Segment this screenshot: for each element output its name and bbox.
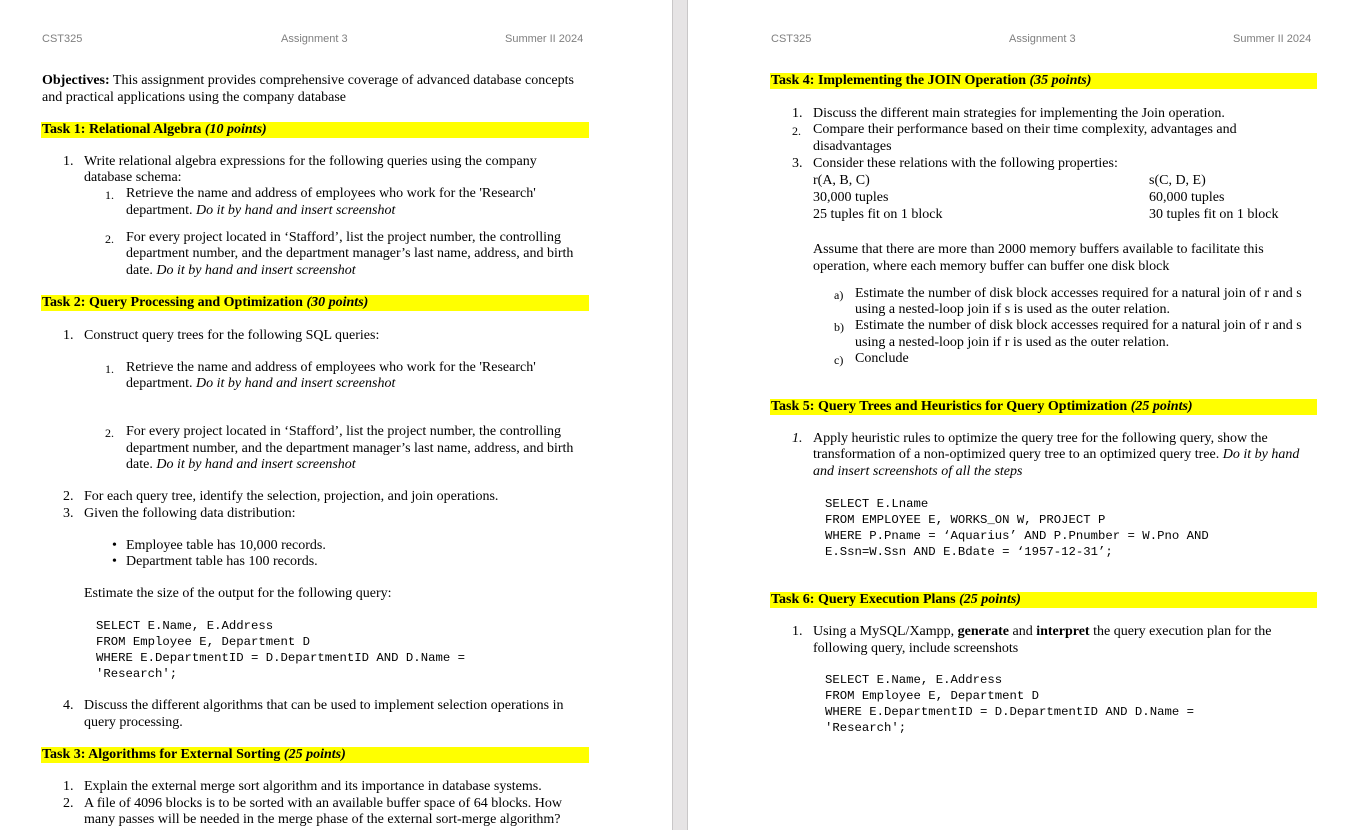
document-page-1	[0, 0, 672, 830]
task3-item2-line1[interactable]: A file of 4096 blocks is to be sorted with an available buffer space of 64 blocks. How	[84, 796, 562, 811]
task3-item2-line2[interactable]: many passes will be needed in the merge phase of the external sort-merge algorithm?	[84, 812, 561, 827]
text: and	[1008, 624, 1037, 639]
task2-estimate-text[interactable]: Estimate the size of the output for the following query:	[84, 586, 392, 601]
sql-code-line[interactable]: SELECT E.Lname	[825, 497, 929, 511]
list-number: 1.	[63, 779, 74, 794]
task4-heading	[770, 73, 1317, 89]
text: the query execution plan for the	[1089, 624, 1272, 639]
list-number: 2.	[792, 124, 801, 138]
header-course: CST325	[42, 33, 83, 45]
task2-sub2-line1[interactable]: For every project located in ‘Stafford’, list the project number, the controlling	[126, 424, 561, 439]
list-number: 4.	[63, 698, 74, 713]
sql-code-line[interactable]: FROM EMPLOYEE E, WORKS_ON W, PROJECT P	[825, 513, 1106, 527]
task3-points: (25 points)	[283, 747, 346, 762]
list-number: 1.	[792, 431, 803, 446]
header-title: Assignment 3	[1009, 33, 1076, 45]
bullet-item[interactable]: Department table has 100 records.	[126, 554, 318, 569]
text: date.	[126, 457, 157, 472]
task4-item1-line1[interactable]: Discuss the different main strategies for implementing the Join operation.	[813, 106, 1225, 121]
sql-code-line[interactable]: E.Ssn=W.Ssn AND E.Bdate = ‘1957-12-31’;	[825, 545, 1113, 559]
list-number: 1.	[63, 154, 74, 169]
list-number: 2.	[63, 796, 74, 811]
task2-sub2-line2[interactable]: department number, and the department manager’s last name, address, and birth	[126, 441, 574, 456]
task5-heading	[770, 399, 1317, 415]
task6-points: (25 points)	[959, 592, 1021, 607]
list-number: 2.	[63, 489, 74, 504]
relation-r-tuples[interactable]: 30,000 tuples	[813, 190, 889, 205]
task1-item1-line2[interactable]: database schema:	[84, 170, 182, 185]
task4-item2-line1[interactable]: Compare their performance based on their time complexity, advantages and	[813, 122, 1237, 137]
sql-code-line[interactable]: WHERE E.DepartmentID = D.DepartmentID AND D.Name =	[96, 651, 465, 665]
relation-s-schema[interactable]: s(C, D, E)	[1149, 173, 1206, 188]
task5-item1-line2[interactable]	[813, 447, 1299, 463]
text: transformation of a non-optimized query tree to an optimized query tree.	[813, 447, 1223, 462]
bold-text: interpret	[1036, 624, 1090, 639]
instruction-text: Do it by hand and insert screenshot	[195, 376, 396, 391]
task2-item4-line2[interactable]: query processing.	[84, 715, 183, 730]
list-number: 1.	[105, 362, 114, 376]
task2-item1-line1[interactable]: Construct query trees for the following SQL queries:	[84, 328, 380, 343]
task5-title: Task 5: Query Trees and Heuristics for Query Optimization	[771, 399, 1131, 414]
task6-title: Task 6: Query Execution Plans	[771, 592, 960, 607]
list-number: 1.	[63, 328, 74, 343]
task1-points: (10 points)	[204, 122, 267, 137]
instruction-text: Do it by hand and insert screenshot	[156, 457, 356, 472]
relation-s-blocking[interactable]: 30 tuples fit on 1 block	[1149, 207, 1279, 222]
task2-sub1-line2[interactable]	[126, 376, 395, 392]
sql-code-line[interactable]: FROM Employee E, Department D	[96, 635, 311, 649]
task1-sub1-line1[interactable]: Retrieve the name and address of employees who work for the 'Research'	[126, 186, 536, 201]
text: department.	[126, 376, 196, 391]
task1-sub2-line3[interactable]	[126, 263, 356, 279]
page-gutter	[672, 0, 688, 830]
sql-code-line[interactable]: FROM Employee E, Department D	[825, 689, 1040, 703]
task4-points: (35 points)	[1029, 73, 1092, 88]
bullet-icon: •	[112, 538, 117, 553]
list-number: 3.	[792, 156, 803, 171]
list-number: 1.	[792, 624, 803, 639]
objectives-label: Objectives:	[42, 73, 110, 88]
sql-code-line[interactable]: 'Research';	[96, 667, 178, 681]
task2-points: (30 points)	[306, 295, 369, 310]
instruction-text: Do it by hand and insert screenshot	[195, 203, 396, 218]
relation-r-blocking[interactable]: 25 tuples fit on 1 block	[813, 207, 943, 222]
bullet-item[interactable]: Employee table has 10,000 records.	[126, 538, 326, 553]
task2-heading	[41, 295, 589, 311]
task2-sub1-line1[interactable]: Retrieve the name and address of employees who work for the 'Research'	[126, 360, 536, 375]
task2-title: Task 2: Query Processing and Optimization	[42, 295, 307, 310]
list-number: 3.	[63, 506, 74, 521]
sql-code-line[interactable]: SELECT E.Name, E.Address	[825, 673, 1003, 687]
task2-item2-line1[interactable]: For each query tree, identify the selection, projection, and join operations.	[84, 489, 499, 504]
objectives-text: This assignment provides comprehensive coverage of advanced database concepts	[109, 73, 574, 88]
task6-item1-line1[interactable]	[813, 624, 1272, 640]
task4-subB-line2[interactable]: using a nested-loop join if r is used as the outer relation.	[855, 335, 1170, 350]
sql-code-line[interactable]: WHERE E.DepartmentID = D.DepartmentID AND D.Name =	[825, 705, 1194, 719]
task5-item1-line3[interactable]: and insert screenshots of all the steps	[813, 464, 1023, 479]
text: department.	[126, 203, 196, 218]
task6-item1-line2[interactable]: following query, include screenshots	[813, 641, 1019, 656]
list-letter: a)	[834, 288, 844, 302]
bold-text: generate	[957, 624, 1009, 639]
task5-points: (25 points)	[1130, 399, 1193, 414]
text: Using a MySQL/Xampp,	[813, 624, 958, 639]
list-number: 1.	[792, 106, 803, 121]
objectives-line-1[interactable]	[42, 73, 574, 89]
list-number: 1.	[105, 188, 114, 202]
task5-item1-line1[interactable]: Apply heuristic rules to optimize the query tree for the following query, show the	[813, 431, 1268, 446]
relation-s-tuples[interactable]: 60,000 tuples	[1149, 190, 1225, 205]
document-page-2	[688, 0, 1356, 830]
task2-sub2-line3[interactable]	[126, 457, 356, 473]
task4-subA-line2[interactable]: using a nested-loop join if s is used as the outer relation.	[855, 302, 1170, 317]
sql-code-line[interactable]: WHERE P.Pname = ‘Aquarius’ AND P.Pnumber = W.Pno AND	[825, 529, 1209, 543]
task2-item4-line1[interactable]: Discuss the different algorithms that can be used to implement selection operations in	[84, 698, 564, 713]
header-term: Summer II 2024	[1233, 33, 1312, 45]
task1-heading	[41, 122, 589, 138]
task4-item2-line2[interactable]: disadvantages	[813, 139, 892, 154]
assume-line1[interactable]: Assume that there are more than 2000 memory buffers available to facilitate this	[813, 242, 1264, 257]
task4-title: Task 4: Implementing the JOIN Operation	[771, 73, 1030, 88]
sql-code-line[interactable]: 'Research';	[825, 721, 907, 735]
task4-item3-line1[interactable]: Consider these relations with the following properties:	[813, 156, 1118, 171]
task3-title: Task 3: Algorithms for External Sorting	[42, 747, 284, 762]
task4-subC-line1[interactable]: Conclude	[855, 351, 909, 366]
task1-sub1-line2[interactable]	[126, 203, 395, 219]
list-number: 2.	[105, 232, 114, 246]
task4-subB-line1[interactable]: Estimate the number of disk block accesses required for a natural join of r and s	[855, 318, 1302, 333]
header-term: Summer II 2024	[505, 33, 584, 45]
list-number: 2.	[105, 426, 114, 440]
instruction-text: Do it by hand	[1222, 447, 1300, 462]
relation-r-schema[interactable]: r(A, B, C)	[813, 173, 870, 188]
task3-heading	[41, 747, 589, 763]
task1-sub2-line2[interactable]: department number, and the department manager’s last name, address, and birth	[126, 246, 574, 261]
header-course: CST325	[771, 33, 812, 45]
list-letter: b)	[834, 320, 844, 334]
header-title: Assignment 3	[281, 33, 348, 45]
task4-subA-line1[interactable]: Estimate the number of disk block accesses required for a natural join of r and s	[855, 286, 1302, 301]
text: date.	[126, 263, 157, 278]
task3-item1-line1[interactable]: Explain the external merge sort algorithm and its importance in database systems.	[84, 779, 542, 794]
bullet-icon: •	[112, 554, 117, 569]
list-letter: c)	[834, 353, 844, 367]
sql-code-line[interactable]: SELECT E.Name, E.Address	[96, 619, 274, 633]
task6-heading	[770, 592, 1317, 608]
task1-item1-line1[interactable]: Write relational algebra expressions for the following queries using the company	[84, 154, 537, 169]
task1-title: Task 1: Relational Algebra	[42, 122, 205, 137]
task2-item3-line1[interactable]: Given the following data distribution:	[84, 506, 296, 521]
objectives-line-2[interactable]: and practical applications using the company database	[42, 90, 347, 105]
assume-line2[interactable]: operation, where each memory buffer can buffer one disk block	[813, 259, 1170, 274]
instruction-text: Do it by hand and insert screenshot	[156, 263, 356, 278]
task1-sub2-line1[interactable]: For every project located in ‘Stafford’, list the project number, the controlling	[126, 230, 561, 245]
